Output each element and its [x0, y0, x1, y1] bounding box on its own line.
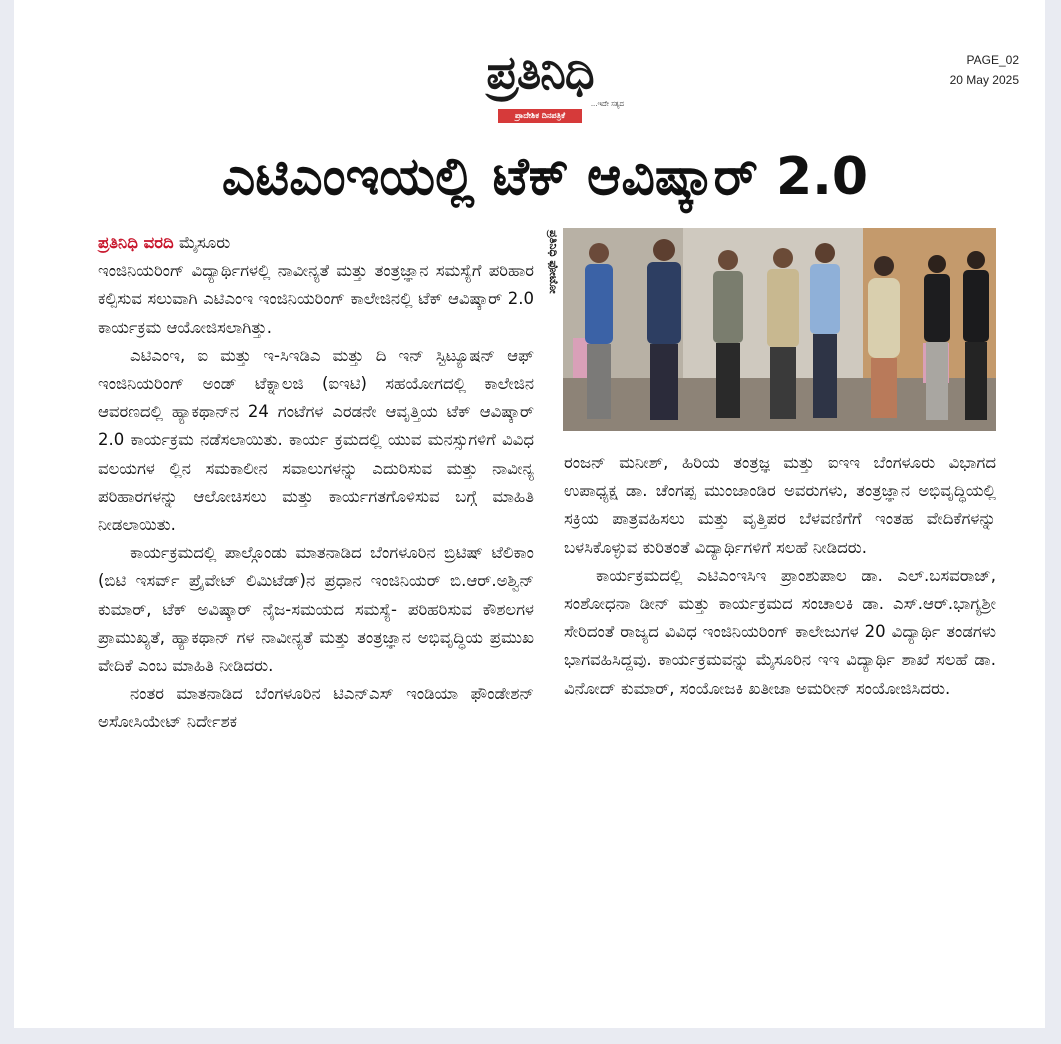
page-date: 20 May 2025: [949, 73, 1019, 87]
paragraph: ರಂಜನ್ ಮನೀಶ್, ಹಿರಿಯ ತಂತ್ರಜ್ಞ ಮತ್ತು ಐಇಇ ಬೆಂಗಳೂರು ವಿಭಾಗದ ಉಪಾಧ್ಯಕ್ಷ ಡಾ. ಚೆಂಗಪ್ಪ ಮುಂಜಾಂಡಿರ ಅವರುಗಳು, ತಂತ್ರಜ್ಞಾನ ಅಭಿವೃದ್ಧಿಯಲ್ಲಿ ಸಕ್ರಿಯ ಪಾತ್ರವಹಿಸಲು ಮತ್ತು ವೃತ್ತಿಪರ ಬೆಳವಣಿಗೆಗೆ ಇಂತಹ ವೇದಿಕೆಗಳನ್ನು ಬಳಸಿಕೊಳ್ಳುವ ಕುರಿತಂತೆ ವಿದ್ಯಾರ್ಥಿಗಳಿಗೆ ಸಲಹೆ ನೀಡಿದರು.: [564, 453, 996, 557]
paragraph: ನಂತರ ಮಾತನಾಡಿದ ಬೆಂಗಳೂರಿನ ಟಿಎನ್‌ಎಸ್ ಇಂಡಿಯಾ ಫೌಂಡೇಶನ್ ಅಸೋಸಿಯೇಟ್ ನಿರ್ದೇಶಕ: [98, 684, 534, 732]
masthead-logo: [448, 42, 632, 124]
headline: ಎಟಿಎಂಇಯಲ್ಲಿ ಟೆಕ್ ಆವಿಷ್ಕಾರ್ 2.0: [221, 147, 869, 207]
event-photo-image: [563, 228, 996, 431]
logo-tagline: ...ಇದೇ ಸತ್ಯದ: [590, 100, 624, 108]
logo-text: ಪ್ರತಿನಿಧಿ: [486, 45, 594, 99]
paragraph: ಕಾರ್ಯಕ್ರಮದಲ್ಲಿ ಎಟಿಎಂಇಸಿಇ ಪ್ರಾಂಶುಪಾಲ ಡಾ. ಎಲ್.ಬಸವರಾಜ್, ಸಂಶೋಧನಾ ಡೀನ್ ಮತ್ತು ಕಾರ್ಯಕ್ರಮದ ಸಂಚಾಲಕಿ ಡಾ. ಎಸ್.ಆರ್.ಭಾಗ್ಯಶ್ರೀ ಸೇರಿದಂತೆ ರಾಜ್ಯದ ವಿವಿಧ ಇಂಜಿನಿಯರಿಂಗ್ ಕಾಲೇಜುಗಳ 20 ವಿದ್ಯಾರ್ಥಿ ತಂಡಗಳು ಭಾಗವಹಿಸಿದ್ದವು. ಕಾರ್ಯಕ್ರಮವನ್ನು ಮೈಸೂರಿನ ಇಇ ವಿದ್ಯಾರ್ಥಿ ಶಾಖೆ ಸಲಹೆ ಡಾ. ವಿನೋದ್ ಕುಮಾರ್, ಸಂಯೋಜಕಿ ಖತೀಜಾ ಅಮರೀನ್ ಸಂಯೋಜಿಸಿದರು.: [564, 565, 996, 698]
paragraph: ಕಾರ್ಯಕ್ರಮದಲ್ಲಿ ಪಾಲ್ಗೊಂಡು ಮಾತನಾಡಿದ ಬೆಂಗಳೂರಿನ ಬ್ರಿಟಿಷ್ ಟೆಲಿಕಾಂ (ಬಿಟಿ ಇಸರ್ವ್ ಪ್ರೈವೇಟ್ ಲಿಮಿಟೆಡ್)ನ ಪ್ರಧಾನ ಇಂಜಿನಿಯರ್ ಬಿ.ಆರ್.ಅಶ್ವಿನ್ ಕುಮಾರ್, ಟೆಕ್ ಅವಿಷ್ಕಾರ್ ನೈಜ-ಸಮಯದ ಸಮಸ್ಯೆ- ಪರಿಹರಿಸುವ ಕೌಶಲಗಳ ಪ್ರಾಮುಖ್ಯತೆ, ಹ್ಯಾಕಥಾನ್ ಗಳ ನಾವೀನ್ಯತೆ ಮತ್ತು ತಂತ್ರಜ್ಞಾನ ಅಭಿವೃದ್ಧಿಯ ಪ್ರಮುಖ ವೇದಿಕೆ ಎಂಬ ಮಾಹಿತಿ ನೀಡಿದರು.: [98, 543, 534, 676]
article-right-column: [564, 449, 996, 703]
logo-subtitle: ಪ್ರಾದೇಶಿಕ ದಿನಪತ್ರಿಕೆ: [498, 109, 582, 123]
paragraph: ಇಂಜಿನಿಯರಿಂಗ್ ವಿದ್ಯಾರ್ಥಿಗಳಲ್ಲಿ ನಾವೀನ್ಯತೆ ಮತ್ತು ತಂತ್ರಜ್ಞಾನ ಸಮಸ್ಯೆಗೆ ಪರಿಹಾರ ಕಲ್ಪಿಸುವ ಸಲುವಾಗಿ ಎಟಿಎಂಇ ಇಂಜಿನಿಯರಿಂಗ್ ಕಾಲೇಜಿನಲ್ಲಿ ಟೆಕ್ ಆವಿಷ್ಕಾರ್ 2.0 ಕಾರ್ಯಕ್ರಮ ಆಯೋಜಿಸಲಾಗಿತ್ತು.: [98, 261, 534, 337]
photo-credit: ಪ್ರತಿನಿಧಿ ಫೋಟೋ: [547, 230, 560, 294]
event-photo: [563, 228, 996, 431]
page-label: PAGE_02: [966, 53, 1019, 67]
paragraph: ಎಟಿಎಂಇ, ಐ ಮತ್ತು ಇ-ಸಿಇಡಿಎ ಮತ್ತು ದಿ ಇನ್ ಸ್ಟಿಟ್ಯೂಷನ್ ಆಫ್ ಇಂಜಿನಿಯರಿಂಗ್ ಅಂಡ್ ಟೆಕ್ನಾಲಜಿ (ಐಇಟಿ) ಸಹಯೋಗದಲ್ಲಿ ಕಾಲೇಜಿನ ಆವರಣದಲ್ಲಿ ಹ್ಯಾಕಥಾನ್‌ನ 24 ಗಂಟೆಗಳ ಎರಡನೇ ಆವೃತ್ತಿಯ ಟೆಕ್ ಆವಿಷ್ಕಾರ್ 2.0 ಕಾರ್ಯಕ್ರಮ ನಡೆಸಲಾಯಿತು. ಕಾರ್ಯ ಕ್ರಮದಲ್ಲಿ ಯುವ ಮನಸ್ಸುಗಳಿಗೆ ವಿವಿಧ ವಲಯಗಳ ಲ್ಲಿನ ಸಮಕಾಲೀನ ಸವಾಲುಗಳನ್ನು ಎದುರಿಸುವ ಮತ್ತು ನಾವೀನ್ಯ ಪರಿಹಾರಗಳನ್ನು ಆಲೋಚಿಸಲು ಮತ್ತು ಕಾರ್ಯಗತಗೊಳಿಸುವ ಬಗ್ಗೆ ಮಾಹಿತಿ ನೀಡಲಾಯಿತು.: [98, 345, 534, 535]
dateline-place: ಮೈಸೂರು: [178, 233, 231, 252]
page-bottom-margin: [14, 1028, 1045, 1044]
byline: ಪ್ರತಿನಿಧಿ ವರದಿ: [98, 233, 174, 252]
page-info: [950, 50, 1019, 90]
article-byline-line: [98, 229, 534, 257]
article-left-column: [98, 229, 534, 737]
